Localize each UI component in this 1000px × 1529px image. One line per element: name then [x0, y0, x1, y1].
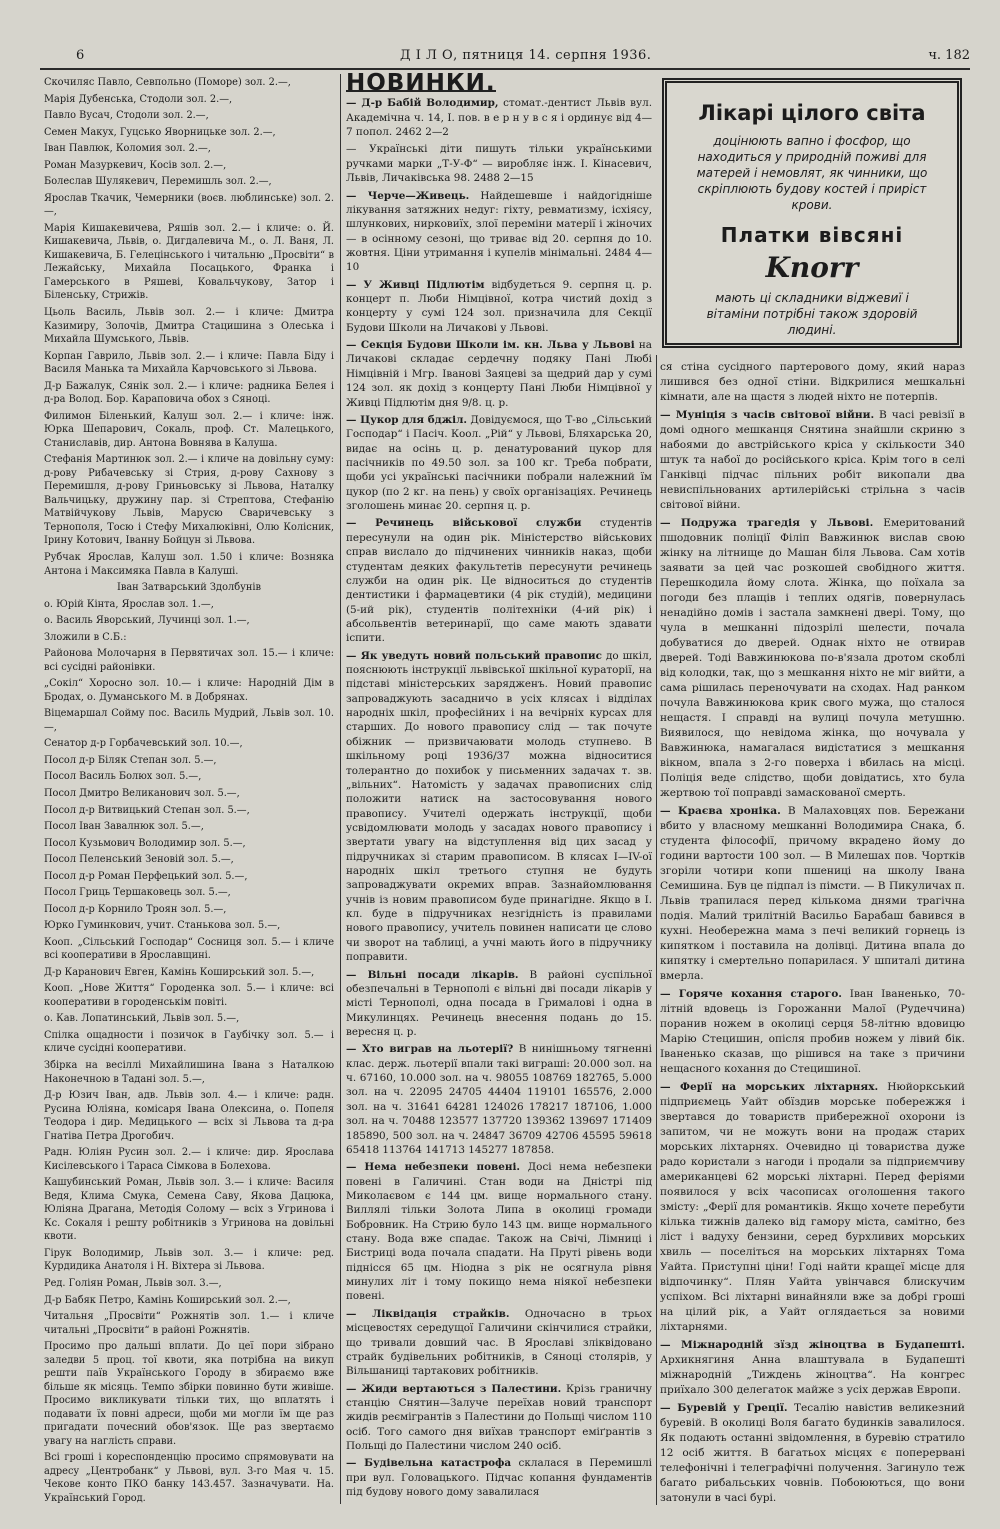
ad-text: доцінюють вапно і фосфор, що находиться у природній поживі для матерей і немовлят, як чинники, що скріплюють будову костей і приріст крови.	[696, 134, 928, 212]
section-heading: НОВИНКИ.	[346, 70, 496, 96]
donor-entry: Д-р Юзич Іван, адв. Львів зол. 4.— і кличе: радн. Русина Юліяна, комісаря Івана Олексина, о. Попеля Теодора і дир. Медицького — всіх зі Львова та д-ра Гнатіва Петра Дрогобич.	[44, 1090, 334, 1142]
news-item-text: на Личакові складає сердечну подяку Пані Любі Німцівній і Мгр. Іванові Заяцеві за щедрий дар у сумі 124 зол. як дохід з концерту Пані Люби Німцівної у Живці Підлютім дня 9/8. ц. р.	[346, 339, 652, 409]
news-item-text: ся стіна сусідного партерового дому, який нараз лишився без одної стіни. Відкрилися мешкальні кімнати, але на щастя з людей ніхто не потерпів.	[660, 361, 965, 403]
news-items	[346, 96, 652, 1499]
donor-entry: Спілка ощадности і позичок в Гаубічку зол. 5.— і кличе сусідні кооперативи.	[44, 1029, 334, 1055]
donor-entry: Посол Василь Болюх зол. 5.—,	[44, 771, 202, 783]
news-item-title: — Міжнародній зїзд жіноцтва в Будапешті.	[660, 1339, 965, 1351]
donor-entry: Ред. Голіян Роман, Львів зол. 3.—,	[44, 1277, 222, 1289]
news-item-text: стомат.-дентист Львів вул. Академічна ч. 14, І. пов. в е р н у в с я і ординує від 4—7 попол. 2462 2—2	[346, 97, 652, 139]
news-item-title: — Речинець військової служби	[346, 517, 582, 530]
donor-entry: Просимо про дальші вплати. До цеї пори зібрано заледви 5 проц. тої квоти, яка потрібна на викуп решти паїв Українського Городу в збираємо вже більше як місяць. Темпо збірки повинно бути живіше. Просимо викликувати тільки тих, що вплатять і подавати їх повні адреси, щоби ми могли їм ще раз пригадати почесний обов'язок. Ще раз звертаємо увагу на наглість справи.	[44, 1341, 334, 1447]
donor-entry: Филимон Біленький, Калуш зол. 2.— і кличе: інж. Юрка Шепарович, Сокаль, проф. Ст. Малецького, Станиславів, дир. Антона Вовнява в Калуша.	[44, 410, 334, 449]
news-item-text: Нюйоркський підприємець Уайт обїздив морське побережжя і звертався до товариств прибережної охорони із запитом, чи не можуть вони на продаж старих морських ліхтарнях. Очевидно ці товариства дуже радо користали з нагоди і продали за підприємчиву американцеві 62 морські ліхтарні. Перед феріями появилося у всіх часописах оголошення такого змісту: „Ферії для романтиків. Якщо хочете перебути кілька тижнів далеко від гамору міста, самітно, без ліст і вадуху бензини, серед бурхливих морських хвиль — поселіться на морських ліхтарнях Тома Уайта. Приступні ціни! Годі найти кращеї місце для відпочинку“. Плян Уайта увінчався блискучим успіхом. Всі ліхтарні винайняли вже за добрі гроші на цілий рік, а Уайт оглядається за новими ліхтарнями.	[660, 1081, 965, 1333]
page-header	[40, 46, 970, 70]
news-item-text: В Малаховцях пов. Бережани вбито у власному мешканні Володимира Снака, б. студента філософії, причому вкрадено йому до години вартости 100 зол. — В Милешах пов. Чортків згоріли чотири копи пшениці на школу Івана Семишина. Був це підпал із пімсти. — В Пикуличах п. Львів трапилася перед кількома днями трагічна подія. Малий трилітній Васильо Барабаш бавився в кухні. Необережна мама з печі великий горнець із кипятком і поставила на долівці. Дитина впала до кипятку і смертельно попарилася. У шпиталі дитина вмерла.	[660, 805, 965, 982]
news-column-right	[660, 360, 965, 1509]
donors-column	[44, 76, 334, 1508]
news-item-title: — Хто виграв на льотерії?	[346, 1043, 514, 1056]
donor-entry: Районова Молочарня в Первятичах зол. 15.— і кличе: всі сусідні районівки.	[44, 648, 334, 673]
donor-entry: о. Василь Яворський, Лучинці зол. 1.—,	[44, 615, 250, 627]
donor-entry: Радн. Юліян Русин зол. 2.— і кличе: дир. Ярослава Кисілевського і Тараса Сімкова в Болехова.	[44, 1147, 334, 1172]
issue-number: ч. 182	[928, 48, 970, 63]
donor-entry: Посол Іван Завалнюк зол. 5.—,	[44, 821, 204, 833]
donor-entry: Семен Макух, Гуцсько Яворницьке зол. 2.—,	[44, 126, 276, 138]
news-item-title: — Жиди вертаються з Палестини.	[346, 1382, 562, 1395]
news-item-title: — Подружа трагедія у Львові.	[660, 517, 874, 529]
news-item	[660, 804, 965, 984]
donor-entry: Юрко Гуминкович, учит. Станькова зол. 5.—,	[44, 920, 281, 932]
donor-entry: Павло Вусач, Стодоли зол. 2.—,	[44, 110, 209, 122]
news-item-text: Одночасно в трьох місцевостях середущої Галичини скінчилися страйки, що тривали довший час. В Ярославі зліквідовано страйк будівельних робітників, в Сяноці столярів, у Вільшаниці тартакових робітників.	[346, 1307, 652, 1378]
news-item-text: В часі ревізії в домі одного мешканця Снятина знайшли скриню з набоями до австрійського кріса у скількости 340 штук та набої до російського кріса. Крім того в селі Ганківці підчас пільних робіт викопали два невиспільнованих артилерійські стрільна з часів світової війни.	[660, 409, 965, 511]
news-item-text: студентів пересунули на один рік. Міністерство військових справ вислало до підчинених чинників наказ, щоби студентам деяких факультетів пересунути речинець служби на один рік. Це відноситься до студентів дентистики і фармацевтики (4 рік студій), медицини (5-ий рік), студентів політехніки (4-ий рік) і абсольвентів ветеринарії, що саме мають здавати іспити.	[346, 517, 652, 645]
news-item	[346, 1307, 652, 1379]
news-item-text: Емеритований пшодовник поліції Філіп Вавжинюк вислав свою жінку на літнище до Машан біля Львова. Сам хотів заявати за цей час розкошей свобідного життя. Перешкодила йому слота. Жінка, що поїхала за погоди без плащів і теплих одягів, повернулась ненадійно домів і застала замкнені двері. Тому, що чула в мешканні підозрілі шелести, почала добуватися до дверей. Однак ніхто не отвирав дверей. Тоді Вавжинюкова по-в'язала дротом скоблі від колодки, так, що з мешкання ніхто не міг вийти, а сама рішилась переночувати на сходах. Над ранком почула Вавжинюкова крик свого мужа, що сталося нещастя. І справді на вулиці почула метушню. Виявилося, що невідома жінка, що ночувала у Вавжинюка, намагалася видістатися з мешкання вікном, впала з 2-го поверха і вбилась на місці. Поліція веде слідство, щоби довідатись, хто була жертвою тої поправді замаскованої смерть.	[660, 517, 966, 799]
news-item	[346, 338, 652, 410]
news-item	[346, 189, 652, 275]
news-item-text: Архикнягиня Анна влаштувала в Будапешті міжнародній „Тиждень жіноцтва“. На конгрес приїхало 300 делегаток майже з усіх держав Европи.	[660, 1354, 965, 1396]
donor-entry: Цьоль Василь, Львів зол. 2.— і кличе: Дмитра Казимиру, Золочів, Дмитра Стацишина з Олеська і Михайла Шумського, Львів.	[44, 306, 334, 346]
donor-entry: Кашубинський Роман, Львів зол. 3.— і кличе: Василя Ведя, Клима Смука, Семена Саву, Якова Дацюка, Юліяна Драгана, Методія Солому — всіх з Угринова і Кс. Сокаля і решту робітників з Угринова на довільні квоти.	[44, 1177, 334, 1243]
news-item	[660, 1080, 965, 1335]
ad-text-2: мають ці складники віджевиї і вітаміни потрібні також здоровій людині.	[706, 291, 918, 337]
news-item-text: Тесалію навістив великезний буревій. В околиці Воля багато будинків завалилося. Як подають останні звідомлення, в буревію стратило 12 осіб життя. В багатьох місцях є поперервані телефонічні і телеграфічні получення. Загинуло теж багато рибальських човнів. Побоюються, що вони затонули в часі бурі.	[660, 1402, 965, 1504]
donor-entry: Посол д-р Біляк Степан зол. 5.—,	[44, 754, 217, 766]
news-item-text: Довідуємося, що Т-во „Сільський Господар“ і Пасіч. Коол. „Рій“ у Львові, Бляхарська 20, видає на осінь ц. р. денатурований цукор для пасічників по 49.50 зол. за 100 кг. Треба побрати, щоби усі українські пасічники побрали належний їм цукор (по 2 кг. на пень) у своїх організаціях. Речинець зголошень минає 20. серпня ц. р.	[346, 413, 652, 513]
column-rule-right	[656, 355, 657, 1505]
news-item-title: — Горяче кохання старого.	[660, 988, 842, 1000]
donor-entry: Всі гроші і кореспонденцію просимо спрямовувати на адресу „Центробанк“ у Львові, вул. 3-го Мая ч. 15. Чекове конто ПКО банку 143.457. Зазначувати. На. Український Город.	[44, 1452, 334, 1504]
news-item	[346, 413, 652, 514]
news-item-title: — Цукор для бджіл.	[346, 413, 468, 426]
ad-title: Лікарі цілого світа	[698, 101, 926, 125]
news-item	[346, 1382, 652, 1454]
donor-entry: Ярослав Ткачик, Чемерники (воєв. люблинське) зол. 2.—,	[44, 192, 334, 218]
donor-entry: Марія Кишакевичева, Ряшів зол. 2.— і кличе: о. Й. Кишакевича, Львів, о. Дигдалевича М., о. Л. Ваня, Л. Кишакевича, Б. Гелецінського і читальню „Просвіти“ в Лежайську, Михайла Посацького, Франка і Гамерського в Ряшеві, Ковальчукову, Затор і Біленську, Стрижів.	[44, 222, 334, 302]
news-item-title: — Д-р Бабій Володимир,	[346, 97, 499, 110]
news-item-text: В районі суспільної обезпечальні в Тернополі є вільні дві посади лікарів у місті Тернополі, одна посада в Грималові і одна в Микулинцях. Речинець внесення подань до 15. вересня ц. р.	[346, 968, 652, 1038]
donor-entry: Зложили в С.Б.:	[44, 631, 127, 643]
news-item-title: — Буревій у Греції.	[660, 1402, 788, 1414]
news-item-title: — Нема небезпеки повені.	[346, 1161, 521, 1174]
news-item	[660, 987, 965, 1077]
page-number: 6	[76, 48, 85, 63]
news-item-title: — Як уведуть новий польський правопис	[346, 649, 602, 662]
donor-entry: Іван Затварський Здолбунів	[116, 582, 262, 594]
donor-entry: Стефанія Мартинюк зол. 2.— і кличе на довільну суму: д-рову Рибачевську зі Стрия, д-рову Сахнову з Перемишля, д-рову Гриньовську зі Львова, Наталку Вальчицьку, дружину пар. зі Стрептова, Стефанію Матвійчукову Львів, Марусю Сваричевську з Тернополя, Тосю і Стефу Михалюківні, Олю Колісник, Ірину Котович, Іванну Бойцун зі Львова.	[44, 454, 334, 547]
donor-entry: о. Кав. Лопатинський, Львів зол. 5.—,	[44, 1013, 240, 1025]
donor-entry: Гірук Володимир, Львів зол. 3.— і кличе: ред. Курдидика Анатоля і Н. Віхтера зі Львова.	[44, 1247, 334, 1273]
news-item-text: Іван Іваненько, 70-літній вдовець із Горожанни Малої (Рудеччина) поранив ножем в околиці серця 58-літню вдовицю Марію Стецишин, опісля пробив ножем у лівий бік. Іваненько сказав, що рішився на таке з причини нещасного кохання до Стецишиної.	[660, 988, 965, 1075]
donor-entry: Посол Кузьмович Володимир зол. 5.—,	[44, 837, 246, 849]
donor-entry: Читальня „Просвіти“ Рожнятів зол. 1.— і кличе читальні „Просвіти“ в районі Рожнятів.	[44, 1311, 334, 1336]
news-item-text: Досі нема небезпеки повені в Галичині. Стан води на Дністрі під Миколаєвом є 144 цм. вище нормального стану. Виллялі тільки Золота Липа в околиці громади Бобровник. На Стрию було 143 цм. вище нормального стану. Вода вже спадає. Також на Свічі, Лімниці і Бистриці вода почала спадати. На Пруті рівень води піднісся 65 цм. Ніодна з рік не осягнула рівня минулих літ і тому покищо нема ніякої небезпеки повені.	[346, 1161, 652, 1303]
donor-entry: Посол Дмитро Великанович зол. 5.—,	[44, 787, 240, 799]
news-item-text: склалася в Перемишлі при вул. Головацького. Підчас копання фундаментів під будову нового дому завалилася	[346, 1457, 653, 1499]
news-item	[660, 360, 965, 405]
ad-product: Платки вівсяні	[720, 223, 904, 247]
news-item-title: — Будівельна катастрофа	[346, 1457, 512, 1470]
donor-entry: Збірка на весіллі Михайлишина Івана з Наталкою Наконечною в Тадані зол. 5.—,	[44, 1060, 334, 1085]
newspaper-title-date: Д І Л О, пятниця 14. серпня 1936.	[400, 48, 652, 63]
donor-entry: Посол Пеленський Зеновій зол. 5.—,	[44, 854, 234, 866]
news-item	[346, 649, 652, 965]
donor-entry: Кооп. „Сільський Господар“ Сосниця зол. 5.— і кличе всі кооперативи в Ярославщині.	[44, 936, 334, 962]
news-item	[346, 516, 652, 645]
donor-entry: Роман Мазуркевич, Косів зол. 2.—,	[44, 159, 227, 171]
donor-entry: Посол д-р Витвицький Степан зол. 5.—,	[44, 804, 250, 816]
news-item	[660, 1338, 965, 1398]
column-rule-left	[340, 74, 341, 1504]
donor-entry: Іван Павлюк, Коломия зол. 2.—,	[44, 143, 211, 155]
news-item	[346, 1042, 652, 1157]
news-item-title: — Вільні посади лікарів.	[346, 968, 519, 981]
news-item-title: — У Живці Підлютім	[346, 278, 485, 291]
donor-entry: Посол д-р Корнило Троян зол. 5.—,	[44, 903, 227, 915]
donor-entry: Посол д-р Роман Перфецький зол. 5.—,	[44, 870, 248, 882]
donor-entry: Д-р Каранович Евген, Камінь Коширський зол. 5.—,	[44, 966, 315, 978]
news-column	[346, 70, 653, 1503]
news-item-title: — Муніція з часів світової війни.	[660, 409, 875, 421]
news-item-text: до шкіл, пояснюють інструкції львівської шкільної кураторії, на підставі міністерських зарядженъ. Новий правопис запроваджують засадничо в усіх клясах і відділах народніх шкіл, професійних і на вечірніх курсах для старших. До нового правопису слід — так почуте обіжник — призвичаювати молодь ступнево. В шкільному році 1936/37 можна відноситися толерантно до похибок у письменних задачах т. зв. „вільних“. Натомість у задачах правописних слід положити натиск на застосовування нового правопису. Учителі одержать інструкції, щоби усвідомлювати молодь у засадах нового правопису і звертати увагу на відступлення від цих засад у підручниках зі старим правописом. В клясах І—IV-ої народніх шкіл третього ступня не будуть запроваджувати окремих вправ. Зазнайомлювання учнів із новим правописом буде принагідне. Якщо в І. кл. буде в підручниках незгідність із правилами нового правопису, учитель повинен написати це слово чи зворот на таблиці, а учні мають його в підручнику поправити.	[346, 649, 652, 964]
news-item	[346, 142, 652, 185]
donor-entry: Віцемаршал Сойму пос. Василь Мудрий, Львів зол. 10.—,	[44, 708, 334, 733]
news-item-title: — Ліквідація страйків.	[346, 1307, 510, 1320]
news-item	[660, 1401, 965, 1506]
ad-brand-logo: Knorr	[765, 251, 859, 284]
donor-entry: Скочиляс Павло, Севпольно (Поморе) зол. 2.—,	[44, 77, 291, 88]
news-item-text: В нинішньому тягненні клас. держ. льотерії впали такі виграші: 20.000 зол. на ч. 67160, 10.000 зол. на ч. 98055 108769 182765, 5.000 зол. на ч. 22095 24705 44404 119101 165576, 2.000 зол. на ч. 31641 64281 124026 178217 187106, 1.000 зол. на ч. 70488 123577 137720 139362 139697 171409 185890, 500 зол. на ч. 24847 36709 42706 45595 59618 65418 113764 141713 145277 187858.	[346, 1043, 652, 1156]
donor-entry: Болеслав Шулякевич, Перемишль зол. 2.—,	[44, 176, 272, 188]
donor-entry: Кооп. „Нове Життя“ Городенка зол. 5.— і кличе: всі кооперативи в городенськім повіті.	[44, 983, 334, 1008]
donor-entry: Посол Гриць Тершаковець зол. 5.—,	[44, 887, 231, 899]
news-item-text: Найдешевше і найдогідніше лікування затяжних недуг: гіхту, ревматизму, ісхіясу, шлункових, нирковиїх, злої переміни матерії і жіночих — в осінному сезоні, що триває від 20. серпня до 10. жовтня. Ціни утримання і купелів мінімальні. 2484 4—10	[346, 189, 652, 274]
news-item	[346, 96, 652, 139]
donor-entry: о. Юрій Кінта, Ярослав зол. 1.—,	[44, 598, 214, 610]
news-item	[346, 278, 652, 335]
news-item-text: Крізь граничну станцію Снятин—Залуче переїхав новий транспорт жидів реємігрантів з Палестини до Польщі числом 110 осіб. Того самого дня виїхав транспорт еміґрантів з Польщі до Палестини числом 240 осіб.	[346, 1382, 653, 1453]
news-item	[660, 408, 965, 513]
news-item-text: відбудеться 9. серпня ц. р. концерт п. Люби Німцівної, котра чистий дохід з концерту у сумі 124 зол. призначила для Секції Будови Школи на Личакові у Львові.	[346, 278, 653, 334]
news-item-title: — Черче—Живець.	[346, 189, 470, 202]
news-item	[346, 1160, 652, 1304]
news-item	[660, 516, 965, 801]
donor-entry: Д-р Бажалук, Сянік зол. 2.— і кличе: радника Белея і д-ра Волод. Бор. Караповича обох з Сяноці.	[44, 380, 334, 406]
donor-entry: Сенатор д-р Горбачевський зол. 10.—,	[44, 738, 243, 750]
donor-entry: „Сокіл“ Хоросно зол. 10.— і кличе: Народній Дім в Бродах, о. Думанського М. в Добрянах.	[44, 678, 334, 703]
donor-entry: Д-р Бабяк Петро, Камінь Коширський зол. 2.—,	[44, 1294, 291, 1306]
news-item-title: — Секція Будови Школи ім. кн. Льва у Львові	[346, 339, 635, 352]
donor-entry: Рубчак Ярослав, Калуш зол. 1.50 і кличе: Возняка Антона і Максимяка Павла в Калуші.	[44, 552, 334, 577]
news-item-title: — Ферії на морських ліхтарнях.	[660, 1081, 879, 1093]
donor-entry: Корпан Гаврило, Львів зол. 2.— і кличе: Павла Біду і Василя Манька та Михайла Карчовського зі Львова.	[44, 350, 334, 376]
advertisement	[662, 78, 962, 348]
news-item	[346, 1456, 652, 1499]
news-item	[346, 968, 652, 1040]
donor-entry: Марія Дубенська, Стодоли зол. 2.—,	[44, 93, 233, 105]
news-item-title: — Краєва хроніка.	[660, 805, 781, 817]
news-item-text: — Українські діти пишуть тільки українськими ручками марки „Т-У-Ф“ — виробляє інж. І. Кінасевич, Львів, Личаківська 98. 2488 2—15	[346, 143, 652, 185]
